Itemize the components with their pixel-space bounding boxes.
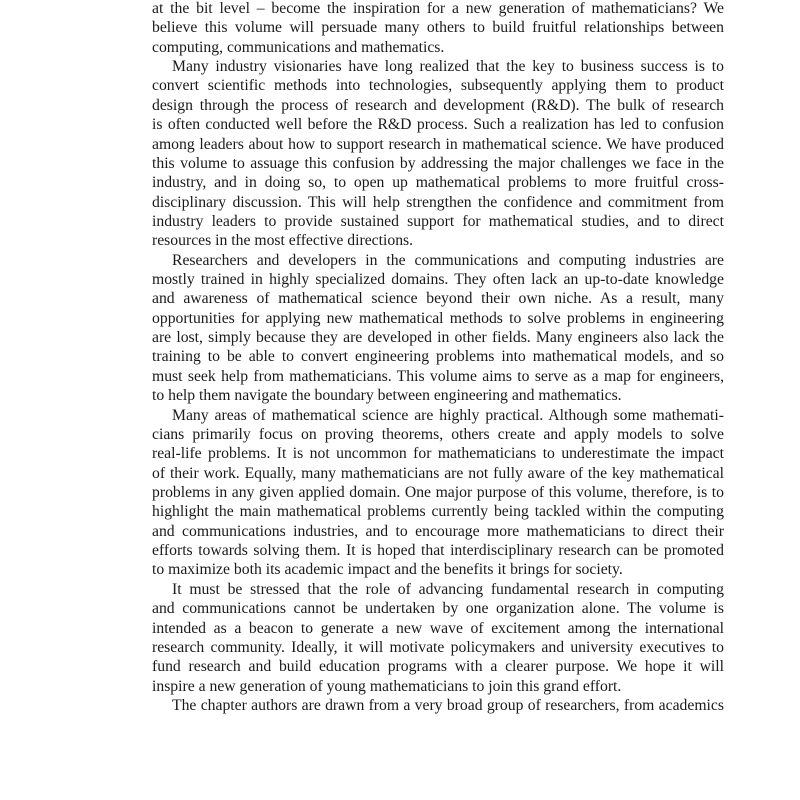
text-line: are lost, simply because they are developed in other fields. Many engineers also lack the xyxy=(152,329,724,347)
text-line: and communications industries, and to encourage more mathematicians to direct their xyxy=(152,522,724,540)
text-line: believe this volume will persuade many others to build fruitful relationships between xyxy=(152,19,724,37)
text-line: training to be able to convert engineering problems into mathematical models, and so xyxy=(152,348,724,366)
text-line: research community. Ideally, it will motivate policymakers and university executives to xyxy=(152,638,724,656)
text-line: and awareness of mathematical science beyond their own niche. As a result, many xyxy=(152,290,724,308)
text-line: mostly trained in highly specialized domains. They often lack an up-to-date knowledge xyxy=(152,271,724,289)
paragraph xyxy=(152,696,724,715)
text-line: intended as a beacon to generate a new wave of excitement among the international xyxy=(152,619,724,637)
text-line: Many areas of mathematical science are highly practical. Although some mathemati- xyxy=(172,406,724,424)
text-line: at the bit level – become the inspiration for a new generation of mathematicians? We xyxy=(152,0,724,17)
text-line: real-life problems. It is not uncommon for mathematicians to underestimate the impact xyxy=(152,445,724,463)
text-line: is often conducted well before the R&D process. Such a realization has led to confusion xyxy=(152,116,724,134)
text-line: design through the process of research and development (R&D). The bulk of research xyxy=(152,96,724,114)
text-line: It must be stressed that the role of advancing fundamental research in computing xyxy=(172,580,724,598)
text-line: among leaders about how to support research in mathematical science. We have produced xyxy=(152,135,724,153)
text-line: must seek help from mathematicians. This volume aims to serve as a map for engineers, xyxy=(152,367,724,385)
text-line: problems in any given applied domain. One major purpose of this volume, therefore, is to xyxy=(152,483,724,501)
text-line: convert scientific methods into technologies, subsequently applying them to product xyxy=(152,77,724,95)
text-line: disciplinary discussion. This will help strengthen the confidence and commitment from xyxy=(152,193,724,211)
text-line: fund research and build education programs with a clearer purpose. We hope it will xyxy=(152,658,724,676)
text-line: to help them navigate the boundary between engineering and mathematics. xyxy=(152,387,622,405)
body-text xyxy=(152,0,724,715)
text-line: Researchers and developers in the communications and computing industries are xyxy=(172,251,724,269)
text-line: The chapter authors are drawn from a very broad group of researchers, from academics xyxy=(172,696,724,714)
paragraph xyxy=(152,406,724,580)
text-line: this volume to assuage this confusion by addressing the major challenges we face in the xyxy=(152,154,724,172)
text-line: resources in the most effective directions. xyxy=(152,232,414,250)
text-line: and communications cannot be undertaken by one organization alone. The volume is xyxy=(152,600,724,618)
text-line: efforts towards solving them. It is hoped that interdisciplinary research can be promoted xyxy=(152,542,724,560)
paragraph xyxy=(152,251,724,406)
text-line: cians primarily focus on proving theorems, others create and apply models to solve xyxy=(152,425,724,443)
paragraph xyxy=(152,57,724,251)
text-line: industry, and in doing so, to open up mathematical problems to more fruitful cross- xyxy=(152,174,724,192)
text-line: opportunities for applying new mathematical methods to solve problems in engineering xyxy=(152,309,724,327)
text-line: to maximize both its academic impact and the benefits it brings for society. xyxy=(152,561,623,579)
text-line: highlight the main mathematical problems currently being tackled within the computing xyxy=(152,503,724,521)
paragraph xyxy=(152,580,724,696)
text-line: computing, communications and mathematics. xyxy=(152,38,445,56)
text-line: industry leaders to provide sustained support for mathematical studies, and to direct xyxy=(152,212,724,230)
text-line: of their work. Equally, many mathematicians are not fully aware of the key mathematical xyxy=(152,464,724,482)
text-line: inspire a new generation of young mathematicians to join this grand effort. xyxy=(152,677,622,695)
paragraph xyxy=(152,0,724,57)
text-line: Many industry visionaries have long realized that the key to business success is to xyxy=(172,58,724,76)
